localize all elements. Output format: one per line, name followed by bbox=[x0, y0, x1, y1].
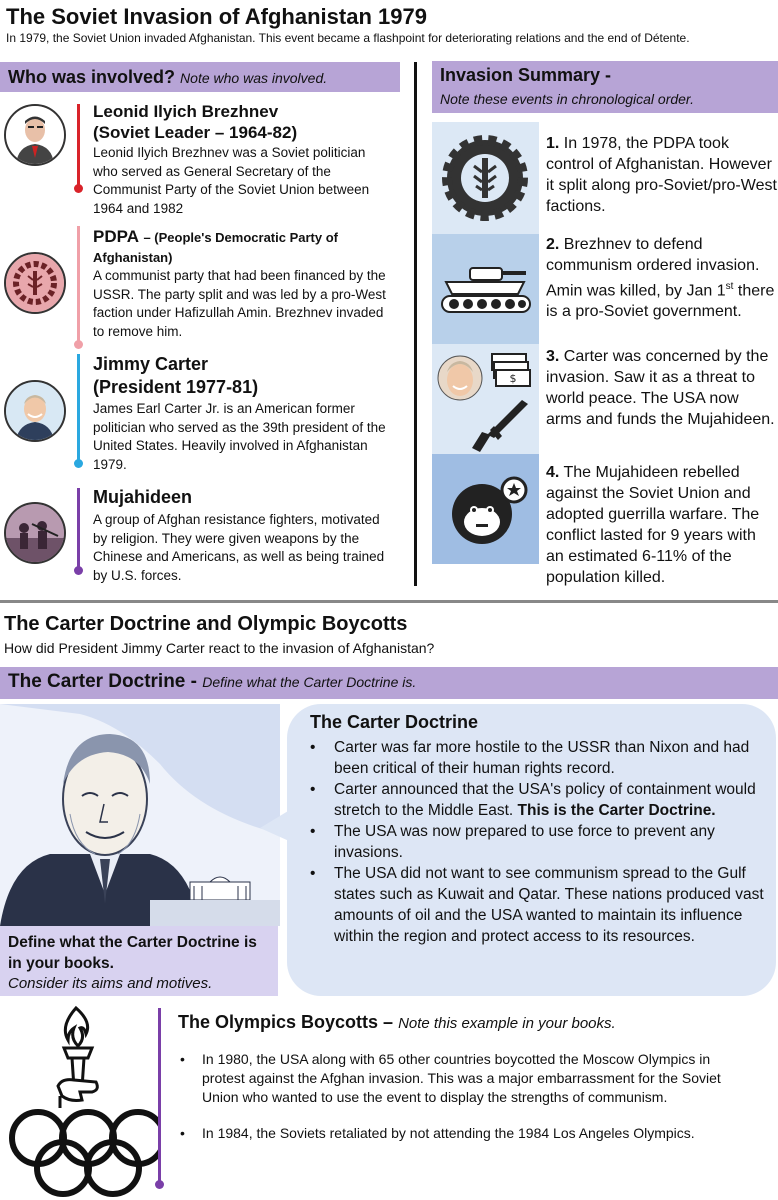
money-rifle-icon bbox=[432, 344, 539, 454]
carter-timeline bbox=[77, 354, 80, 464]
pdpa-emblem-small-icon bbox=[4, 252, 66, 314]
guerrilla-icon bbox=[432, 454, 539, 564]
summary-event-2-num: 2. bbox=[546, 236, 560, 253]
olympics-timeline bbox=[158, 1008, 161, 1184]
summary-event-1-text: In 1978, the PDPA took control of Afghanistan. However it split along pro-Soviet/pro-West factions. bbox=[546, 135, 777, 215]
doctrine-bullet bbox=[308, 821, 770, 863]
summary-event-3 bbox=[546, 346, 778, 430]
summary-event-2-sup: st bbox=[725, 281, 734, 292]
page-title: The Soviet Invasion of Afghanistan 1979 bbox=[6, 4, 427, 29]
summary-header bbox=[432, 61, 778, 113]
summary-event-4-num: 4. bbox=[546, 464, 560, 481]
doctrine-bullet-list bbox=[308, 737, 770, 947]
pdpa-desc: A communist party that had been financed by the USSR. The party split and was led by a pro-West faction under Hafizullah Amin. Brezhnev invaded to remove him. bbox=[93, 268, 386, 339]
summary-event-4-text: The Mujahideen rebelled against the Soviet Union and adopted guerrilla warfare. The conflict lasted for 9 years with an estimated 6-11% of the population killed. bbox=[546, 464, 760, 586]
section2-subtitle: How did President Jimmy Carter react to the invasion of Afghanistan? bbox=[4, 640, 435, 656]
brezhnev-timeline bbox=[77, 104, 80, 188]
doctrine-bullet-text: Carter announced that the USA's policy of containment would stretch to the Middle East. bbox=[334, 781, 756, 819]
olympics-title bbox=[178, 1012, 616, 1033]
brezhnev-name: Leonid Ilyich Brezhnev bbox=[93, 102, 279, 121]
olympics-bullet-text: In 1980, the USA along with 65 other countries boycotted the Moscow Olympics in protest against the Afghan invasion. This was a major embarrassment for the Soviet Union who wanted to use the event to display the strengths of communism. bbox=[202, 1051, 721, 1105]
doctrine-note: Define what the Carter Doctrine is. bbox=[202, 674, 417, 690]
involved-note: Note who was involved. bbox=[180, 70, 328, 86]
column-divider bbox=[414, 62, 417, 586]
mujahideen-dot bbox=[74, 566, 83, 575]
define-box bbox=[0, 926, 278, 996]
brezhnev-role: (Soviet Leader – 1964-82) bbox=[93, 123, 298, 142]
doctrine-bullet bbox=[308, 737, 770, 779]
pdpa-dot bbox=[74, 340, 83, 349]
summary-heading: Invasion Summary - bbox=[440, 65, 612, 85]
summary-icon-cell-1 bbox=[432, 122, 539, 234]
svg-text:$: $ bbox=[509, 372, 517, 385]
carter-name: Jimmy Carter bbox=[93, 354, 209, 374]
summary-event-3-num: 3. bbox=[546, 348, 560, 365]
carter-portrait-icon bbox=[4, 380, 66, 442]
carter-dot bbox=[74, 459, 83, 468]
summary-event-2 bbox=[546, 234, 778, 322]
olympics-bullet-text: In 1984, the Soviets retaliated by not attending the 1984 Los Angeles Olympics. bbox=[202, 1125, 695, 1141]
define-hint: Consider its aims and motives. bbox=[8, 975, 213, 992]
doctrine-bullet-text: Carter was far more hostile to the USSR than Nixon and had been critical of their human rights record. bbox=[334, 739, 750, 777]
pdpa-role: – (People's Democratic Party of Afghanistan) bbox=[93, 230, 338, 265]
pdpa-emblem-icon bbox=[432, 122, 539, 234]
olympics-bullet bbox=[178, 1124, 738, 1143]
section2-title: The Carter Doctrine and Olympic Boycotts bbox=[4, 613, 408, 635]
summary-event-2-text-b: there is a pro-Soviet government. bbox=[546, 282, 775, 321]
define-instruction: Define what the Carter Doctrine is in your books. bbox=[8, 934, 257, 972]
brezhnev-dot bbox=[74, 184, 83, 193]
mujahideen-timeline bbox=[77, 488, 80, 570]
summary-event-1-num: 1. bbox=[546, 135, 560, 152]
bubble-tail bbox=[258, 800, 298, 850]
summary-event-1 bbox=[546, 133, 778, 217]
doctrine-bullet bbox=[308, 863, 770, 947]
summary-icon-cell-2 bbox=[432, 234, 539, 344]
summary-icon-cell-3 bbox=[432, 344, 539, 454]
olympics-bullet bbox=[178, 1050, 738, 1107]
pdpa-name: PDPA bbox=[93, 227, 139, 246]
doctrine-heading: The Carter Doctrine - bbox=[8, 671, 197, 692]
mujahideen-desc: A group of Afghan resistance fighters, motivated by religion. They were given weapons by the Chinese and Americans, as well as being trained by U.S. forces. bbox=[93, 512, 385, 583]
doctrine-bullet-bold: This is the Carter Doctrine. bbox=[517, 802, 716, 819]
summary-event-2-text-a: Brezhnev to defend communism ordered invasion. Amin was killed, by Jan 1 bbox=[546, 236, 760, 300]
doctrine-bullet-text: The USA did not want to see communism spread to the Gulf states such as Kuwait and Qatar. These nations produced vast amounts of oil and the USA wanted to maintain its influence within the region and protect access to its resources. bbox=[334, 865, 764, 945]
section-separator bbox=[0, 600, 778, 603]
olympics-note: Note this example in your books. bbox=[398, 1015, 616, 1032]
summary-icon-cell-4 bbox=[432, 454, 539, 564]
olympics-heading: The Olympics Boycotts – bbox=[178, 1012, 394, 1032]
brezhnev-portrait-icon bbox=[4, 104, 66, 166]
summary-event-4 bbox=[546, 462, 778, 588]
involved-header bbox=[0, 62, 400, 92]
carter-role: (President 1977-81) bbox=[93, 377, 259, 397]
summary-event-3-text: Carter was concerned by the invasion. Saw it as a threat to world peace. The USA now arms and funds the Mujahideen. bbox=[546, 348, 775, 428]
carter-sketch-image bbox=[0, 704, 280, 926]
bubble-title: The Carter Doctrine bbox=[310, 712, 479, 732]
involved-heading: Who was involved? bbox=[8, 67, 176, 87]
pdpa-title bbox=[93, 227, 393, 268]
summary-note: Note these events in chronological order. bbox=[440, 91, 694, 107]
pdpa-timeline bbox=[77, 226, 80, 346]
brezhnev-desc: Leonid Ilyich Brezhnev was a Soviet politician who served as General Secretary of the Communist Party of the Soviet Union between 1964 and 1982 bbox=[93, 145, 370, 216]
olympics-dot bbox=[155, 1180, 164, 1189]
olympic-torch-rings-icon bbox=[0, 1004, 160, 1200]
page-subtitle: In 1979, the Soviet Union invaded Afghanistan. This event became a flashpoint for deteriorating relations and the end of Détente. bbox=[6, 31, 690, 45]
doctrine-bullet bbox=[308, 779, 770, 821]
tank-icon bbox=[432, 234, 539, 344]
doctrine-header bbox=[0, 667, 778, 699]
olympics-bullet-list bbox=[178, 1050, 738, 1160]
mujahideen-photo-icon bbox=[4, 502, 66, 564]
carter-desc: James Earl Carter Jr. is an American former politician who served as the 39th president of the United States. Heavily involved in Afghanistan 1979. bbox=[93, 401, 386, 472]
doctrine-bullet-text: The USA was now prepared to use force to prevent any invasions. bbox=[334, 823, 715, 861]
mujahideen-name: Mujahideen bbox=[93, 487, 193, 507]
